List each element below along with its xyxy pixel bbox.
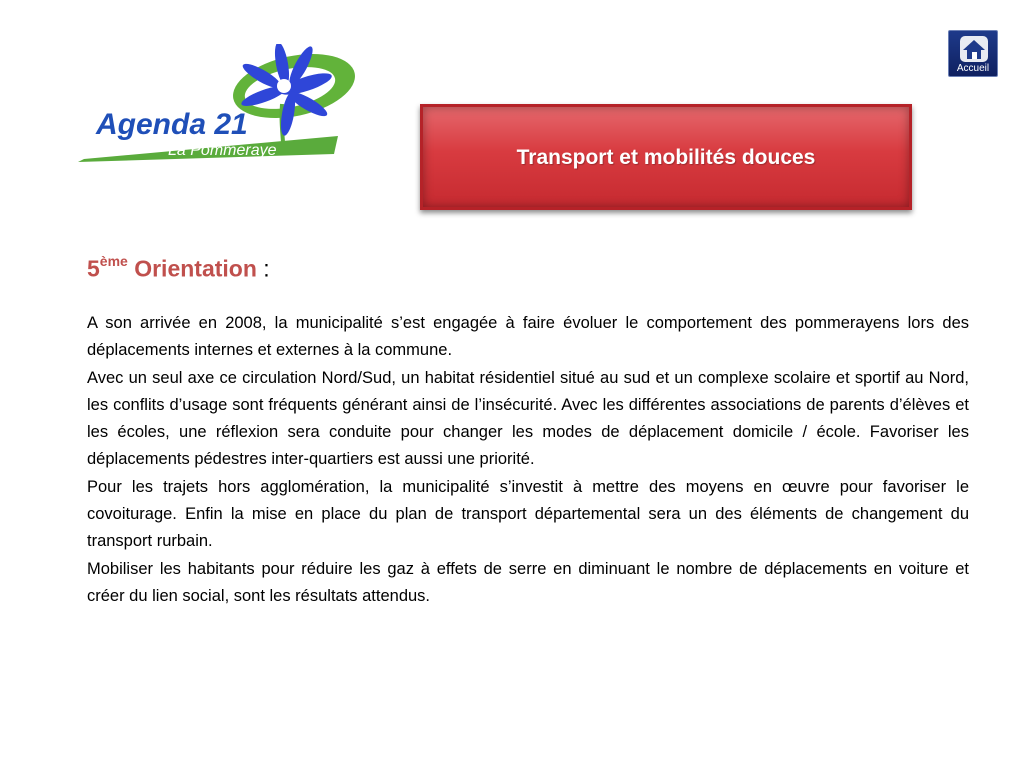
paragraph: Mobiliser les habitants pour réduire les gaz à effets de serre en diminuant le nombre de déplacements en voiture et créer du lien social, sont les résultats attendus.: [87, 559, 969, 605]
title-banner: [420, 104, 912, 210]
heading-colon: :: [256, 255, 270, 282]
home-button[interactable]: [948, 30, 998, 77]
logo-subtitle: La Pommeraye: [168, 142, 277, 159]
home-button-label: Accueil: [956, 63, 990, 74]
agenda21-logo: [76, 44, 366, 169]
heading-word: Orientation: [134, 255, 257, 282]
page-title: Transport et mobilités douces: [516, 146, 816, 169]
paragraph: Avec un seul axe ce circulation Nord/Sud, un habitat résidentiel situé au sud et un complexe scolaire et sportif au Nord, les conflits d’usage sont fréquents générant ainsi de l’insécurité. Avec les différentes associations de parents d’élèves et les écoles, une réflexion sera conduite pour changer les modes de déplacement domicile / école. Favoriser les déplacements pédestres inter-quartiers est aussi une priorité.: [87, 368, 969, 469]
heading-number: 5: [87, 255, 100, 282]
body-text: [87, 310, 969, 610]
heading-superscript: ème: [99, 253, 128, 269]
home-icon: [959, 35, 989, 63]
agenda21-logo-graphic: [76, 44, 366, 169]
logo-title: Agenda 21: [96, 108, 248, 141]
orientation-heading: [87, 248, 270, 284]
paragraph: A son arrivée en 2008, la municipalité s’est engagée à faire évoluer le comportement des pommerayens lors des déplacements internes et externes à la commune.: [87, 314, 969, 360]
paragraph: Pour les trajets hors agglomération, la municipalité s’investit à mettre des moyens en œuvre pour favoriser le covoiturage. Enfin la mise en place du plan de transport départemental sera un des éléments de changement du transport rurbain.: [87, 477, 969, 551]
